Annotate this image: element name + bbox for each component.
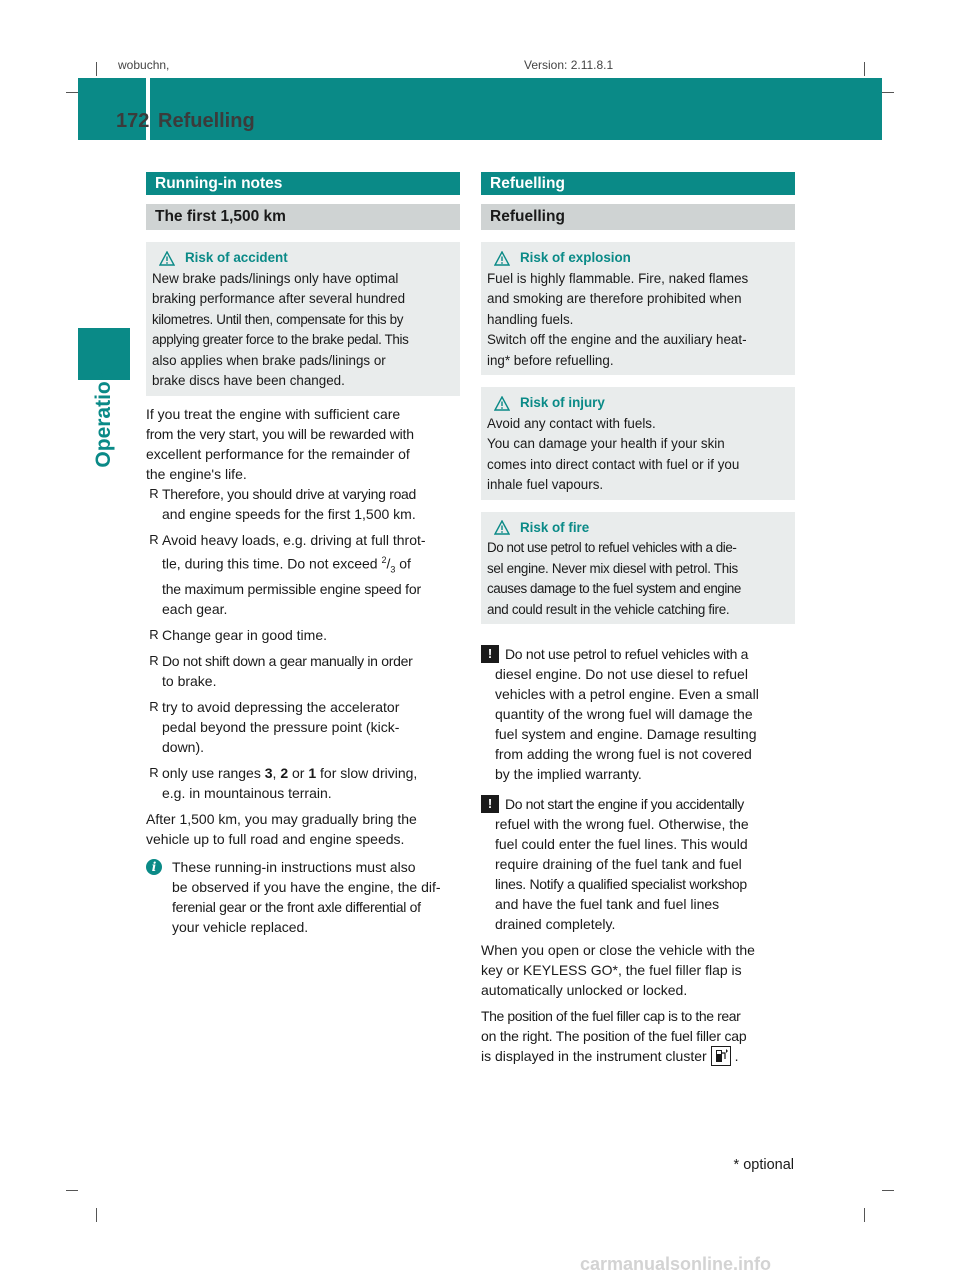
subsection-heading: Refuelling [481,204,795,230]
range-value: 1 [308,764,317,781]
text-line: automatically unlocked or locked. [481,982,688,998]
warning-line: and smoking are therefore prohibited when [487,291,742,306]
print-meta-left: wobuchn, [118,58,170,72]
text-span: for slow driving, [316,764,418,781]
warning-title-text: Risk of injury [520,395,605,410]
footer-note: * optional [733,1157,794,1173]
warning-line: causes damage to the fuel system and engine [487,581,741,596]
warning-title [152,248,454,269]
bullet-item [146,697,460,757]
warning-triangle-icon [159,251,175,266]
exclamation-icon: ! [481,795,499,813]
crop-mark [882,92,894,93]
warning-triangle-icon [494,396,510,411]
warning-line: brake discs have been changed. [152,373,345,388]
bullet-mark: R [149,485,159,501]
warning-line: ing* before refuelling. [487,352,614,368]
text-line: from adding the wrong fuel is not covered [495,746,752,762]
text-line: your vehicle replaced. [172,918,309,935]
text-line: the maximum permissible engine speed for [162,580,421,597]
intro-paragraph [146,404,460,484]
text-line: pedal beyond the pressure point (kick- [162,718,400,735]
bullet-item [146,763,460,803]
text-line: to brake. [162,672,217,689]
warning-title-text: Risk of explosion [520,250,631,265]
section-heading: Refuelling [481,172,795,195]
bullet-mark: R [149,764,159,780]
warning-line: handling fuels. [487,311,574,327]
crop-mark [66,92,78,93]
text-line: lines. Notify a qualified specialist workshop [495,876,747,892]
text-line: quantity of the wrong fuel will damage the [495,706,753,722]
warning-title-text: Risk of accident [185,250,288,265]
text-line: each gear. [162,600,228,617]
text-line: When you open or close the vehicle with the [481,942,755,958]
text-line: Therefore, you should drive at varying road [162,485,417,502]
text-span: or [288,764,309,781]
text-line: on the right. The position of the fuel filler cap [481,1028,747,1044]
range-value: 3 [264,764,273,781]
text-line: Do not shift down a gear manually in order [162,652,413,669]
text-line: down). [162,738,205,755]
warning-triangle-icon [494,251,510,266]
text-line: by the implied warranty. [495,766,642,782]
fraction-denominator: 3 [390,563,396,574]
header-title: Refuelling [158,110,255,132]
left-column [146,172,460,937]
warning-line: kilometres. Until then, compensate for this by [152,311,404,327]
text-span: of [395,555,411,572]
warning-line: You can damage your health if your skin [487,436,725,451]
text-line: key or KEYLESS GO*, the fuel filler flap is [481,962,742,978]
crop-mark [864,1208,865,1222]
text-span: is displayed in the instrument cluster [481,1048,707,1064]
text-line: from the very start, you will be rewarded with [146,425,414,442]
warning-triangle-icon [494,520,510,535]
fraction-numerator: 2 [381,554,387,565]
warning-line: also applies when brake pads/linings or [152,352,386,368]
warning-line: Do not use petrol to refuel vehicles with a die- [487,540,737,555]
bullet-item [146,625,460,645]
subsection-heading: The first 1,500 km [146,204,460,230]
warning-title [487,518,789,539]
section-heading: Running-in notes [146,172,460,195]
crop-mark [66,1190,78,1191]
warning-line: Avoid any contact with fuels. [487,415,656,431]
text-line: Do not use petrol to refuel vehicles with a [505,646,749,662]
side-tab-label: Operation [92,368,115,468]
text-line: Do not start the engine if you accidentally [505,796,744,812]
fraction-slash: / [386,555,391,572]
warning-title [487,248,789,269]
bullet-item [146,484,460,524]
warning-line: Switch off the engine and the auxiliary heat- [487,332,747,347]
crop-mark [882,1190,894,1191]
text-line: ferenial gear or the front axle differential of [172,898,421,915]
print-meta-right: Version: 2.11.8.1 [524,58,614,72]
keyless-paragraph [481,940,795,1000]
info-note [146,857,460,937]
text-line: Avoid heavy loads, e.g. driving at full throt- [162,531,426,548]
warning-line: comes into direct contact with fuel or if you [487,456,740,472]
text-span: . [734,1048,739,1064]
warning-box [481,512,795,625]
crop-mark [864,62,865,76]
text-line [162,763,417,783]
text-span: only use ranges [162,764,265,781]
warning-box [146,242,460,396]
text-line: The position of the fuel filler cap is to the rear [481,1008,741,1024]
warning-line: inhale fuel vapours. [487,477,604,492]
watermark: carmanualsonline.info [580,1254,772,1274]
text-line: be observed if you have the engine, the dif- [172,878,441,895]
fuel-pump-icon [711,1046,731,1066]
text-line: require draining of the fuel tank and fuel [495,856,742,872]
text-line: try to avoid depressing the accelerator [162,698,400,715]
fuel-cap-paragraph [481,1006,795,1066]
caution-note [481,794,795,934]
text-line: After 1,500 km, you may gradually bring the [146,810,417,827]
warning-title [487,393,789,414]
bullet-mark: R [149,698,159,714]
warning-title-text: Risk of fire [520,519,590,535]
crop-mark [96,62,97,76]
bullet-item [146,651,460,691]
warning-line: braking performance after several hundred [152,291,406,306]
warning-line: New brake pads/linings only have optimal [152,270,399,286]
text-line: If you treat the engine with sufficient care [146,405,401,422]
caution-note [481,644,795,784]
bullet-item [146,530,460,619]
text-line: and have the fuel tank and fuel lines [495,896,720,912]
bullet-mark: R [149,626,159,642]
warning-line: Fuel is highly flammable. Fire, naked flames [487,270,749,286]
text-line: fuel could enter the fuel lines. This would [495,836,748,852]
warning-box [481,242,795,375]
warning-line: sel engine. Never mix diesel with petrol. This [487,560,738,576]
text-line [481,1046,795,1066]
range-value: 2 [280,764,289,781]
text-line: Change gear in good time. [162,626,327,643]
bullet-mark: R [149,531,159,547]
warning-line: applying greater force to the brake pedal. This [152,332,409,347]
crop-mark [96,1208,97,1222]
text-line: e.g. in mountainous terrain. [162,784,332,801]
text-line: drained completely. [495,916,616,932]
text-line: diesel engine. Do not use diesel to refuel [495,666,748,682]
text-line: vehicle up to full road and engine speeds. [146,830,405,847]
warning-line: and could result in the vehicle catching fire. [487,601,730,617]
text-line: These running-in instructions must also [172,858,416,875]
text-line: and engine speeds for the first 1,500 km. [162,505,416,522]
page-number: 172 [116,110,150,132]
text-line: refuel with the wrong fuel. Otherwise, the [495,816,749,832]
warning-box [481,387,795,500]
text-line: the engine's life. [146,465,247,482]
text-span: tle, during this time. Do not exceed [162,555,382,572]
after-paragraph [146,809,460,849]
exclamation-icon: ! [481,645,499,663]
text-line: vehicles with a petrol engine. Even a small [495,686,759,702]
text-span: , [272,764,281,781]
right-column [481,172,795,1066]
bullet-mark: R [149,652,159,668]
text-line: excellent performance for the remainder of [146,445,410,462]
text-line [162,550,426,579]
info-icon: i [146,859,162,875]
text-line: fuel system and engine. Damage resulting [495,726,757,742]
